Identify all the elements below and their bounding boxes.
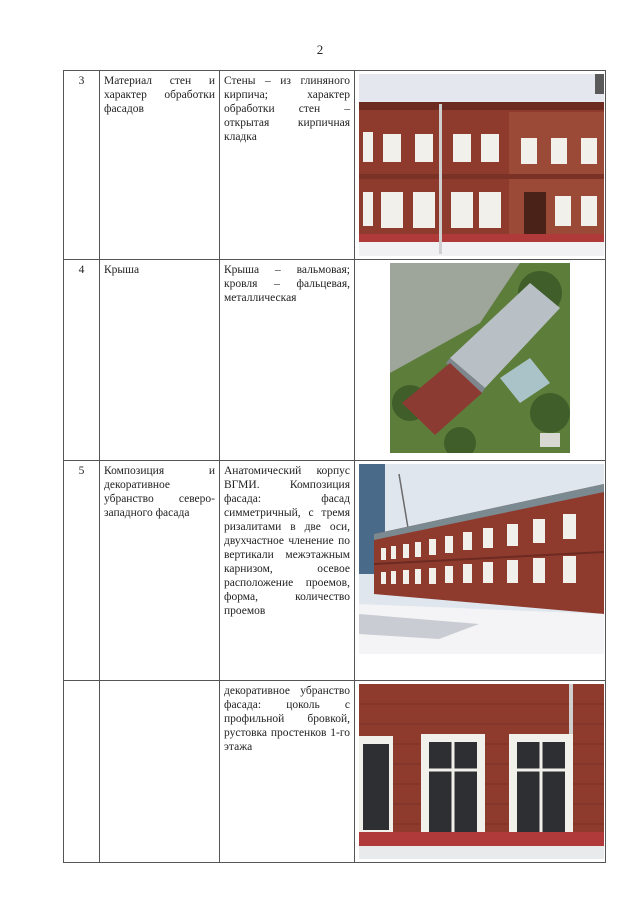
- row-description: декоративное убранство фасада: цоколь с профильной бровкой, рустовка простенков 1-го этажа: [220, 681, 355, 863]
- facade-description-table: [63, 70, 606, 863]
- page-number: 2: [316, 42, 324, 57]
- row-description: Стены – из глиняного кирпича; характер обработки стен – открытая кирпичная кладка: [220, 71, 355, 260]
- row-name: Материал стен и характер обработки фасадов: [100, 71, 220, 260]
- table-row: [64, 71, 606, 260]
- row-name: Композиция и декоративное убранство северо-западного фасада: [100, 461, 220, 681]
- northwest-facade-photo: [359, 464, 601, 654]
- windows-closeup-photo: [359, 684, 601, 859]
- table-row: [64, 260, 606, 461]
- row-name: Крыша: [100, 260, 220, 461]
- table-row: [64, 461, 606, 681]
- row-number: 4: [64, 260, 100, 461]
- table-row: [64, 681, 606, 863]
- row-name: [100, 681, 220, 863]
- brick-facade-photo: [359, 74, 601, 256]
- row-number: [64, 681, 100, 863]
- aerial-roof-photo: [390, 263, 570, 453]
- row-number: 3: [64, 71, 100, 260]
- row-description: Анатомический корпус ВГМИ. Композиция фасада: фасад симметричный, с тремя ризалитами в две оси, двухчастное членение по вертикали межэтажным карнизом, осевое расположение проемов, форма, количество проемов: [220, 461, 355, 681]
- row-number: 5: [64, 461, 100, 681]
- row-description: Крыша – вальмовая; кровля – фальцевая, металлическая: [220, 260, 355, 461]
